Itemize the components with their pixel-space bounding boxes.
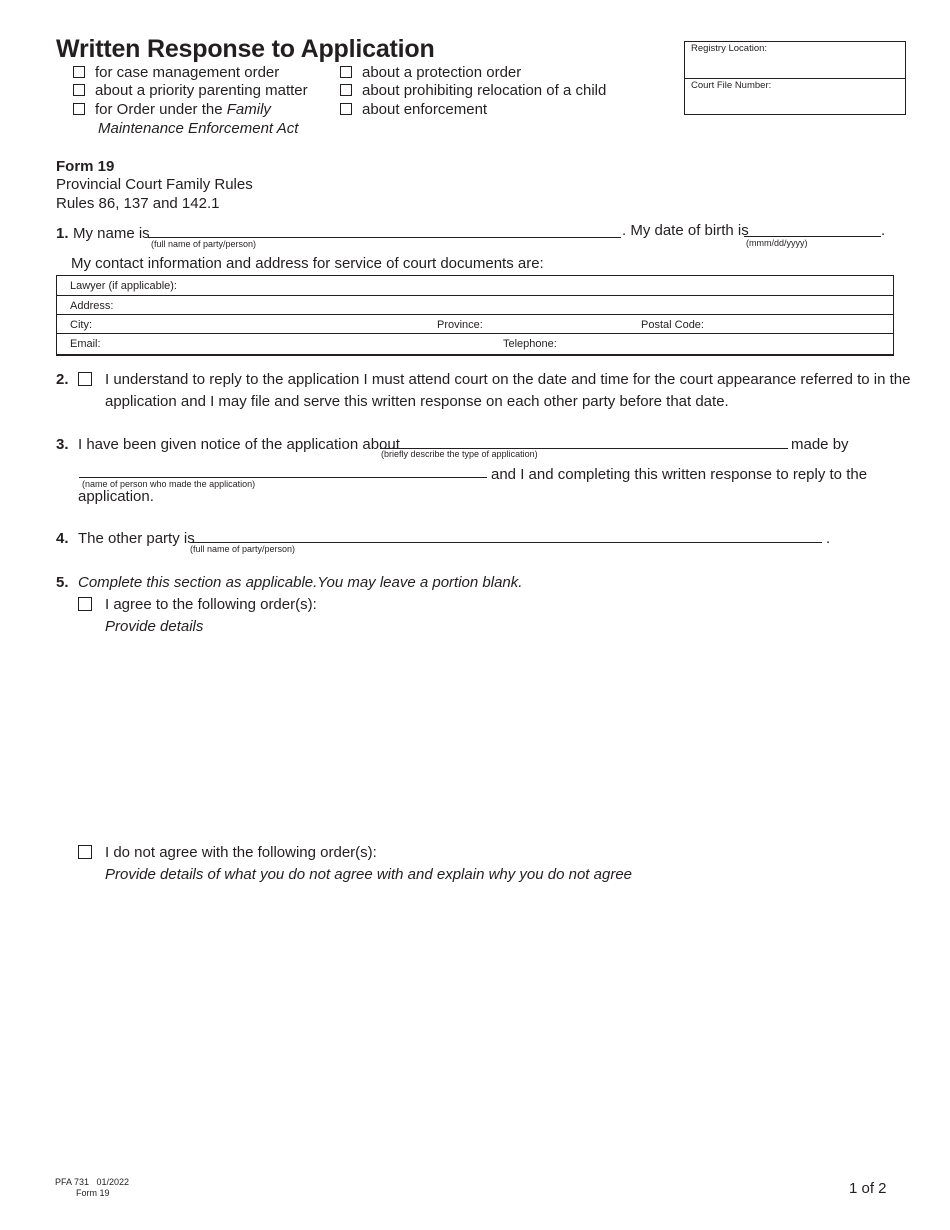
applicant-name-input[interactable] — [79, 477, 487, 478]
enforcement-checkbox[interactable] — [340, 103, 352, 115]
disagree-orders-label: I do not agree with the following order(s): — [105, 844, 377, 861]
footer-code — [55, 1177, 129, 1199]
province-label: Province: — [437, 319, 483, 331]
applicant-name-hint: (name of person who made the application) — [82, 479, 256, 489]
form-code: PFA 731 01/2022 — [55, 1177, 130, 1187]
registry-location-label: Registry Location: — [691, 43, 768, 54]
section-3-text3: application. — [78, 488, 154, 505]
date-of-birth-input[interactable] — [744, 236, 881, 237]
disagree-orders-checkbox[interactable] — [78, 845, 92, 859]
agree-details-label: Provide details — [105, 618, 204, 635]
fme-label-italic: Family — [226, 101, 271, 118]
postal-code-label: Postal Code: — [641, 319, 704, 331]
contact-info-table — [56, 275, 894, 356]
full-name-input[interactable] — [148, 237, 621, 238]
city-label: City: — [70, 319, 92, 331]
my-name-label: My name is — [73, 225, 150, 242]
disagree-details-label: Provide details of what you do not agree with and explain why you do not agree — [105, 866, 633, 883]
date-of-birth-hint: (mmm/dd/yyyy) — [746, 238, 808, 248]
made-by-label: made by — [791, 436, 849, 453]
date-of-birth-period: . — [881, 222, 886, 239]
notice-label: I have been given notice of the application about — [78, 436, 400, 453]
email-label: Email: — [70, 338, 101, 350]
telephone-label: Telephone: — [503, 338, 557, 350]
section-1-number: 1. — [56, 225, 69, 242]
registry-location-field[interactable] — [685, 42, 905, 79]
protection-order-label: about a protection order — [362, 64, 522, 81]
case-management-order-label: for case management order — [95, 64, 280, 81]
protection-order-checkbox[interactable] — [340, 66, 352, 78]
city-row[interactable] — [57, 314, 893, 334]
address-field[interactable] — [57, 295, 893, 315]
fme-label-line2: Maintenance Enforcement Act — [98, 120, 299, 137]
section-2-number: 2. — [56, 371, 69, 388]
fme-label-prefix: for Order under the — [95, 101, 227, 118]
email-row[interactable] — [57, 333, 893, 353]
prohibiting-relocation-checkbox[interactable] — [340, 84, 352, 96]
section-5-number: 5. — [56, 574, 69, 591]
contact-intro: My contact information and address for service of court documents are: — [71, 255, 544, 272]
other-party-hint: (full name of party/person) — [190, 544, 296, 554]
section-4-number: 4. — [56, 530, 69, 547]
agree-details-area[interactable] — [105, 640, 895, 830]
agree-orders-label: I agree to the following order(s): — [105, 596, 317, 613]
case-management-order-checkbox[interactable] — [73, 66, 85, 78]
application-type-hint: (briefly describe the type of application) — [381, 449, 538, 459]
family-maintenance-enforcement-label — [95, 101, 271, 118]
enforcement-label: about enforcement — [362, 101, 488, 118]
full-name-hint: (full name of party/person) — [151, 239, 257, 249]
address-label: Address: — [70, 300, 114, 312]
lawyer-field[interactable] — [57, 276, 893, 295]
agree-orders-checkbox[interactable] — [78, 597, 92, 611]
footer-form-number: Form 19 — [76, 1188, 110, 1198]
other-party-label: The other party is — [78, 530, 195, 547]
form-number: Form 19 — [56, 158, 115, 175]
form-title: Written Response to Application — [56, 35, 435, 63]
prohibiting-relocation-label: about prohibiting relocation of a child — [362, 82, 607, 99]
section-5-intro: Complete this section as applicable.You may leave a portion blank. — [78, 574, 523, 591]
date-of-birth-label: . My date of birth is — [622, 222, 749, 239]
lawyer-label: Lawyer (if applicable): — [70, 280, 177, 292]
court-file-number-label: Court File Number: — [691, 80, 772, 91]
court-file-number-field[interactable] — [685, 78, 905, 115]
registry-box — [684, 41, 906, 115]
family-maintenance-enforcement-checkbox[interactable] — [73, 103, 85, 115]
other-party-name-input[interactable] — [190, 542, 822, 543]
section-3-number: 3. — [56, 436, 69, 453]
rules-reference: Rules 86, 137 and 142.1 — [56, 195, 220, 212]
priority-parenting-matter-label: about a priority parenting matter — [95, 82, 308, 99]
disagree-details-area[interactable] — [105, 890, 895, 1160]
rules-title: Provincial Court Family Rules — [56, 176, 253, 193]
section-3-text2: and I and completing this written response to reply to the — [491, 466, 868, 483]
page-number: 1 of 2 — [849, 1180, 887, 1197]
priority-parenting-matter-checkbox[interactable] — [73, 84, 85, 96]
section-2-line1: I understand to reply to the application I must attend court on the date and time for the court appearance referred to in the — [105, 371, 911, 388]
section-2-line2: application and I may file and serve this written response on each other party before that date. — [105, 393, 729, 410]
understand-attend-court-checkbox[interactable] — [78, 372, 92, 386]
other-party-period: . — [826, 530, 831, 547]
